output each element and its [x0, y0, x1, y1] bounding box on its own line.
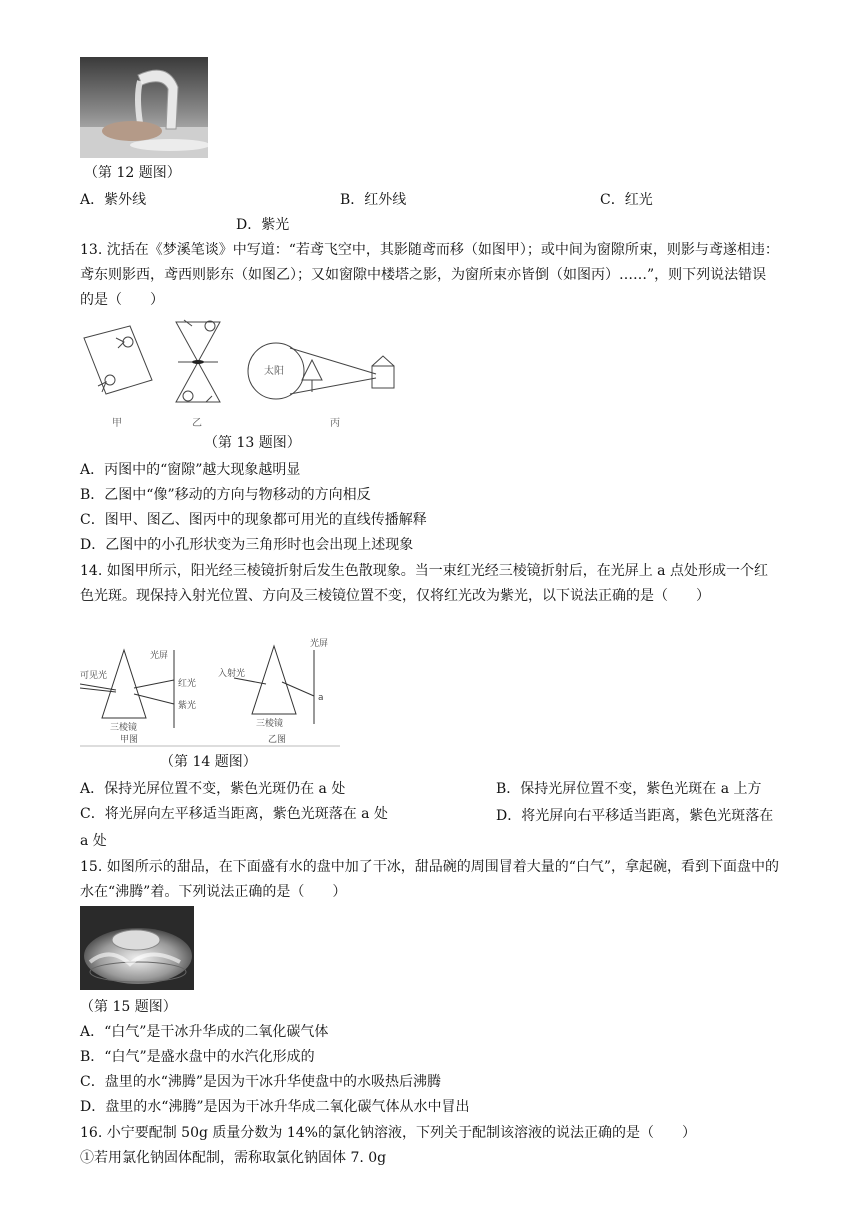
figure-caption-15: （第 15 题图）: [80, 999, 177, 1015]
q15-option-b: B．“白气”是盛水盘中的水汽化形成的: [80, 1049, 315, 1065]
q14-option-c: C．将光屏向左平移适当距离，紫色光斑落在 a 处: [80, 806, 388, 822]
figure-label-bing: 丙: [330, 418, 340, 429]
prism-figure-14: [80, 636, 340, 748]
q13-option-a: A．丙图中的“窗隙”越大现象越明显: [80, 462, 301, 478]
figure-label-yi: 乙: [192, 418, 202, 429]
label-purple-light: 紫光: [178, 701, 197, 711]
q14-option-a: A．保持光屏位置不变，紫色光斑仍在 a 处: [80, 781, 346, 797]
q12-option-b: B．红外线: [340, 192, 407, 208]
q13-stem: 13. 沈括在《梦溪笔谈》中写道：“若鸢飞空中，其影随鸢而移（如图甲）；或中间为窗隙所束，则影与鸢遂相违：鸢东则影西，鸢西则影东（如图乙）；又如窗隙中楼塔之影，为窗所束亦皆倒（如图丙）……”，则下列说法错误的是（ ）: [80, 242, 779, 308]
q12-option-a: A．紫外线: [80, 192, 147, 208]
q13-option-b: B．乙图中“像”移动的方向与物移动的方向相反: [80, 487, 371, 503]
q16-item-1: ①若用氯化钠固体配制，需称取氯化钠固体 7. 0g: [80, 1150, 387, 1166]
q13-option-c: C．图甲、图乙、图丙中的现象都可用光的直线传播解释: [80, 512, 427, 528]
label-screen-yi: 光屏: [310, 639, 329, 649]
q12-option-c: C．红光: [600, 192, 653, 208]
q15-option-c: C．盘里的水“沸腾”是因为干冰升华使盘中的水吸热后沸腾: [80, 1074, 442, 1090]
label-fig-yi: 乙图: [268, 735, 287, 745]
q15-option-d: D．盘里的水“沸腾”是因为干冰升华成二氧化碳气体从水中冒出: [80, 1099, 470, 1115]
label-prism-jia: 三棱镜: [110, 723, 138, 733]
label-point-a: a: [318, 693, 324, 703]
q15-option-a: A．“白气”是干冰升华成的二氧化碳气体: [80, 1024, 329, 1040]
label-fig-jia: 甲图: [120, 735, 139, 745]
q16-stem: 16. 小宁要配制 50g 质量分数为 14%的氯化钠溶液，下列关于配制该溶液的说法正确的是（ ）: [80, 1125, 696, 1141]
faucet-photo: [80, 57, 208, 158]
q13-option-d: D．乙图中的小孔形状变为三角形时也会出现上述现象: [80, 537, 414, 553]
figure-caption-14: （第 14 题图）: [160, 754, 257, 770]
q14-option-d: D．将光屏向右平移适当距离，紫色光斑落在 a 处: [80, 808, 774, 849]
label-visible-light: 可见光: [80, 671, 108, 681]
label-screen-jia: 光屏: [150, 651, 169, 661]
figure-caption-12: （第 12 题图）: [84, 165, 181, 181]
label-prism-yi: 三棱镜: [256, 719, 284, 729]
figure-label-jia: 甲: [112, 418, 122, 429]
sun-label: 太阳: [264, 366, 284, 377]
shadow-figure-13: [80, 316, 410, 432]
q14-option-b: B．保持光屏位置不变，紫色光斑在 a 上方: [496, 781, 762, 797]
label-red-light: 红光: [178, 679, 197, 689]
q12-option-d: D．紫光: [236, 217, 290, 233]
label-incident-light: 入射光: [218, 669, 246, 679]
q15-stem: 15. 如图所示的甜品，在下面盛有水的盘中加了干冰，甜品碗的周围冒着大量的“白气”，拿起碗，看到下面盘中的水在“沸腾”着。下列说法正确的是（ ）: [80, 859, 780, 900]
figure-caption-13: （第 13 题图）: [204, 435, 301, 451]
q14-stem: 14. 如图甲所示，阳光经三棱镜折射后发生色散现象。当一束红光经三棱镜折射后，在光屏上 a 点处形成一个红色光斑。现保持入射光位置、方向及三棱镜位置不变，仅将红光改为紫光，以下说法正确的是（ ）: [80, 563, 768, 604]
dessert-photo: [80, 906, 194, 990]
